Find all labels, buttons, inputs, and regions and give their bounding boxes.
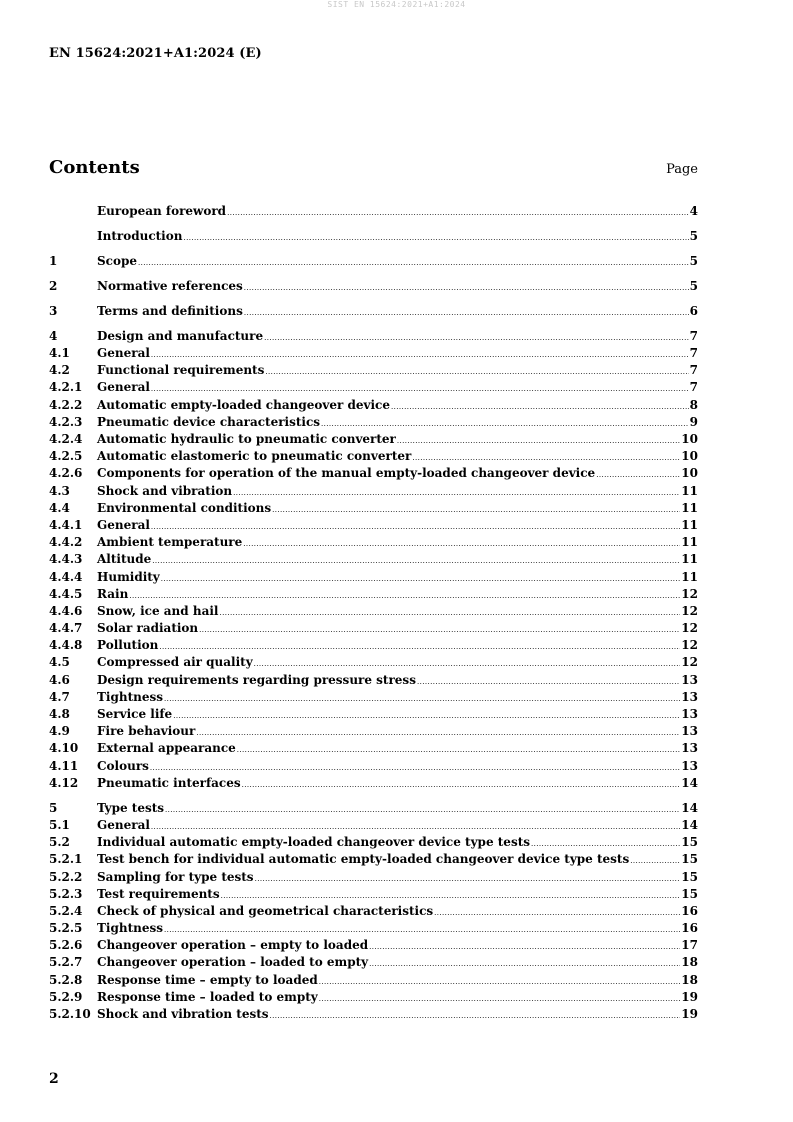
watermark: SIST EN 15624:2021+A1:2024 <box>327 0 466 9</box>
toc-entry-page: 13 <box>681 672 698 687</box>
toc-dot-leader <box>319 972 681 989</box>
toc-entry-page: 7 <box>689 346 698 361</box>
toc-entry-title: Colours <box>97 758 149 773</box>
toc-entry-number: 1 <box>49 253 58 268</box>
toc-dot-leader <box>233 483 680 500</box>
toc-entry[interactable] <box>49 1006 698 1023</box>
toc-entry-page: 12 <box>681 603 698 618</box>
toc-entry-page: 7 <box>689 380 698 395</box>
toc-entry-number: 5.2.10 <box>49 1007 91 1022</box>
toc-entry[interactable] <box>49 551 698 568</box>
toc-entry-page: 13 <box>681 689 698 704</box>
toc-entry[interactable] <box>49 954 698 971</box>
toc-entry[interactable] <box>49 500 698 517</box>
toc-entry[interactable] <box>49 586 698 603</box>
toc-dot-leader <box>417 672 680 689</box>
toc-entry-page: 5 <box>689 278 698 293</box>
toc-entry-number: 4.4 <box>49 500 70 515</box>
toc-entry-page: 15 <box>681 835 698 850</box>
toc-entry-page: 9 <box>689 414 698 429</box>
toc-entry-title: Components for operation of the manual empty-loaded changeover device <box>97 466 596 481</box>
toc-entry-page: 7 <box>689 363 698 378</box>
toc-dot-leader <box>254 654 681 671</box>
toc-dot-leader <box>159 637 680 654</box>
toc-dot-leader <box>244 278 689 295</box>
toc-entry-number: 2 <box>49 278 58 293</box>
toc-entry[interactable] <box>49 253 698 270</box>
toc-entry-page: 14 <box>681 817 698 832</box>
toc-entry-title: Design and manufacture <box>97 328 264 343</box>
toc-entry-number: 4.10 <box>49 741 79 756</box>
toc-entry-title: Response time – empty to loaded <box>97 972 318 987</box>
toc-entry-title: Pneumatic interfaces <box>97 775 241 790</box>
toc-entry[interactable] <box>49 379 698 396</box>
toc-entry-page: 11 <box>681 500 698 515</box>
toc-entry-number: 4.4.5 <box>49 586 83 601</box>
toc-entry[interactable] <box>49 431 698 448</box>
toc-dot-leader <box>319 989 681 1006</box>
document-id: EN 15624:2021+A1:2024 (E) <box>49 46 262 61</box>
toc-entry-page: 13 <box>681 724 698 739</box>
toc-dot-leader <box>151 345 689 362</box>
toc-dot-leader <box>369 954 680 971</box>
toc-entry-title: Automatic elastomeric to pneumatic converter <box>97 449 412 464</box>
toc-entry-title: Shock and vibration <box>97 483 233 498</box>
toc-entry[interactable] <box>49 723 698 740</box>
toc-entry-page: 12 <box>681 621 698 636</box>
toc-entry-page: 16 <box>681 921 698 936</box>
toc-entry-page: 8 <box>689 397 698 412</box>
toc-entry-title: Automatic hydraulic to pneumatic converter <box>97 432 396 447</box>
toc-entry-page: 19 <box>681 1007 698 1022</box>
toc-dot-leader <box>531 834 680 851</box>
toc-entry[interactable] <box>49 706 698 723</box>
toc-entry-title: General <box>97 517 150 532</box>
toc-dot-leader <box>173 706 680 723</box>
toc-entry-number: 5.2.4 <box>49 903 83 918</box>
toc-dot-leader <box>161 569 681 586</box>
toc-entry[interactable] <box>49 517 698 534</box>
toc-dot-leader <box>221 886 681 903</box>
toc-entry-number: 5.2.7 <box>49 955 83 970</box>
toc-entry[interactable] <box>49 689 698 706</box>
page-column-label: Page <box>666 162 698 177</box>
toc-entry[interactable] <box>49 920 698 937</box>
toc-dot-leader <box>165 800 680 817</box>
toc-entry-page: 11 <box>681 535 698 550</box>
toc-dot-leader <box>152 551 680 568</box>
toc-entry-title: Automatic empty-loaded changeover device <box>97 397 390 412</box>
toc-entry[interactable] <box>49 740 698 757</box>
toc-entry-page: 14 <box>681 800 698 815</box>
toc-entry[interactable] <box>49 869 698 886</box>
toc-dot-leader <box>151 379 689 396</box>
toc-entry-page: 13 <box>681 707 698 722</box>
toc-entry-page: 10 <box>681 432 698 447</box>
toc-entry[interactable] <box>49 775 698 792</box>
toc-entry-page: 11 <box>681 483 698 498</box>
toc-entry-page: 12 <box>681 655 698 670</box>
toc-entry-page: 4 <box>689 204 698 218</box>
toc-entry-page: 10 <box>681 466 698 481</box>
toc-entry-page: 15 <box>681 869 698 884</box>
toc-entry-page: 6 <box>689 303 698 318</box>
toc-entry-title: Environmental conditions <box>97 500 272 515</box>
toc-entry-number: 4.2.4 <box>49 432 83 447</box>
toc-dot-leader <box>391 397 689 414</box>
toc-entry-page: 19 <box>681 989 698 1004</box>
page-number: 2 <box>49 1071 59 1087</box>
toc-entry[interactable] <box>49 328 698 345</box>
toc-entry-title: General <box>97 346 150 361</box>
toc-entry-title: Fire behaviour <box>97 724 196 739</box>
toc-dot-leader <box>596 465 680 482</box>
toc-entry-title: Sampling for type tests <box>97 869 254 884</box>
toc-dot-leader <box>630 851 680 868</box>
toc-entry[interactable] <box>49 278 698 295</box>
toc-entry-number: 4.8 <box>49 707 70 722</box>
toc-dot-leader <box>255 869 681 886</box>
toc-entry[interactable] <box>49 603 698 620</box>
toc-entry-title: Tightness <box>97 689 164 704</box>
toc-dot-leader <box>397 431 680 448</box>
toc-entry-number: 4 <box>49 328 58 343</box>
toc-entry-title: General <box>97 817 150 832</box>
toc-dot-leader <box>237 740 681 757</box>
toc-entry[interactable] <box>49 465 698 482</box>
toc-entry-title: Altitude <box>97 552 152 567</box>
toc-dot-leader <box>242 775 681 792</box>
toc-entry-title: Individual automatic empty-loaded changeover device type tests <box>97 835 530 850</box>
toc-entry-title: Introduction <box>97 228 183 243</box>
toc-entry-page: 14 <box>681 775 698 790</box>
toc-entry-page: 15 <box>681 886 698 901</box>
toc-dot-leader <box>264 328 689 345</box>
toc-entry[interactable] <box>49 800 698 817</box>
toc-entry[interactable] <box>49 851 698 868</box>
toc-entry-number: 5.2.9 <box>49 989 83 1004</box>
toc-entry-title: Service life <box>97 707 173 722</box>
toc-entry-title: Check of physical and geometrical characteristics <box>97 903 434 918</box>
toc-entry-title: Terms and definitions <box>97 303 243 318</box>
toc-entry-number: 4.4.7 <box>49 621 83 636</box>
toc-entry-title: Solar radiation <box>97 621 199 636</box>
toc-entry-number: 5.2 <box>49 835 70 850</box>
toc-entry-number: 5.2.2 <box>49 869 83 884</box>
toc-entry[interactable] <box>49 203 698 220</box>
toc-dot-leader <box>129 586 680 603</box>
toc-entry-number: 4.9 <box>49 724 70 739</box>
toc-dot-leader <box>151 817 680 834</box>
toc-entry-number: 4.3 <box>49 483 70 498</box>
toc-entry-number: 4.11 <box>49 758 79 773</box>
toc-entry-title: Changeover operation – loaded to empty <box>97 955 369 970</box>
toc-entry-number: 4.4.4 <box>49 569 83 584</box>
toc-entry-page: 13 <box>681 758 698 773</box>
toc-entry-number: 5.2.1 <box>49 852 83 867</box>
toc-dot-leader <box>164 689 680 706</box>
toc-entry-number: 4.1 <box>49 346 70 361</box>
toc-entry-title: Compressed air quality <box>97 655 253 670</box>
toc-entry[interactable] <box>49 989 698 1006</box>
toc-entry-title: Tightness <box>97 921 164 936</box>
toc-entry-title: External appearance <box>97 741 236 756</box>
toc-entry-page: 10 <box>681 449 698 464</box>
toc-entry-page: 11 <box>681 569 698 584</box>
toc-entry-title: Normative references <box>97 278 243 293</box>
toc-entry-number: 4.4.1 <box>49 517 83 532</box>
toc-entry-title: Changeover operation – empty to loaded <box>97 938 369 953</box>
toc-entry[interactable] <box>49 937 698 954</box>
toc-entry-page: 11 <box>681 517 698 532</box>
toc-entry[interactable] <box>49 569 698 586</box>
toc-entry-title: Test requirements <box>97 886 220 901</box>
toc-entry-number: 4.2.6 <box>49 466 83 481</box>
toc-entry-page: 7 <box>689 328 698 343</box>
toc-entry-number: 3 <box>49 303 58 318</box>
toc-entry-page: 18 <box>681 972 698 987</box>
toc-entry-page: 17 <box>681 938 698 953</box>
toc-entry-title: Pollution <box>97 638 159 653</box>
toc-entry-page: 12 <box>681 586 698 601</box>
toc-entry-title: Snow, ice and hail <box>97 603 219 618</box>
toc-entry-page: 5 <box>689 253 698 268</box>
toc-dot-leader <box>244 303 689 320</box>
contents-heading: Contents <box>49 157 140 178</box>
toc-dot-leader <box>227 203 689 220</box>
toc-entry-number: 4.2.1 <box>49 380 83 395</box>
toc-entry[interactable] <box>49 397 698 414</box>
toc-entry[interactable] <box>49 654 698 671</box>
toc-entry[interactable] <box>49 534 698 551</box>
toc-entry-number: 5.1 <box>49 817 70 832</box>
toc-entry-number: 4.12 <box>49 775 79 790</box>
toc-entry[interactable] <box>49 834 698 851</box>
toc-entry-number: 5 <box>49 800 58 815</box>
toc-entry-page: 16 <box>681 903 698 918</box>
toc-entry-title: Design requirements regarding pressure stress <box>97 672 416 687</box>
toc-entry[interactable] <box>49 637 698 654</box>
toc-entry-number: 5.2.5 <box>49 921 83 936</box>
toc-entry[interactable] <box>49 972 698 989</box>
toc-entry-number: 4.4.2 <box>49 535 83 550</box>
toc-entry-title: Pneumatic device characteristics <box>97 414 321 429</box>
toc-entry[interactable] <box>49 817 698 834</box>
toc-dot-leader <box>150 758 680 775</box>
toc-dot-leader <box>369 937 680 954</box>
toc-entry[interactable] <box>49 448 698 465</box>
toc-entry-page: 11 <box>681 552 698 567</box>
toc-entry-number: 4.2.2 <box>49 397 83 412</box>
toc-entry[interactable] <box>49 303 698 320</box>
toc-dot-leader <box>434 903 680 920</box>
toc-entry[interactable] <box>49 620 698 637</box>
toc-entry-title: Test bench for individual automatic empty-loaded changeover device type tests <box>97 852 630 867</box>
toc-entry-title: Functional requirements <box>97 363 265 378</box>
toc-entry-number: 4.4.6 <box>49 603 83 618</box>
toc-entry[interactable] <box>49 228 698 245</box>
toc-dot-leader <box>138 253 689 270</box>
toc-entry-number: 5.2.8 <box>49 972 83 987</box>
toc-entry-number: 4.5 <box>49 655 70 670</box>
toc-dot-leader <box>196 723 680 740</box>
toc-entry-page: 12 <box>681 638 698 653</box>
toc-entry[interactable] <box>49 758 698 775</box>
toc-entry-number: 4.2.3 <box>49 414 83 429</box>
toc-dot-leader <box>164 920 680 937</box>
toc-entry-number: 4.7 <box>49 689 70 704</box>
toc-dot-leader <box>183 228 688 245</box>
toc-entry-title: General <box>97 380 150 395</box>
toc-dot-leader <box>199 620 680 637</box>
toc-entry-title: Type tests <box>97 800 165 815</box>
toc-entry-title: European foreword <box>97 204 227 218</box>
toc-dot-leader <box>151 517 680 534</box>
toc-entry[interactable] <box>49 886 698 903</box>
toc-entry-number: 4.6 <box>49 672 70 687</box>
toc-entry-page: 13 <box>681 741 698 756</box>
toc-entry[interactable] <box>49 414 698 431</box>
toc-dot-leader <box>412 448 680 465</box>
toc-entry-number: 4.2.5 <box>49 449 83 464</box>
toc-entry-number: 4.4.3 <box>49 552 83 567</box>
toc-entry-title: Rain <box>97 586 129 601</box>
toc-entry-number: 5.2.6 <box>49 938 83 953</box>
toc-dot-leader <box>243 534 680 551</box>
toc-dot-leader <box>219 603 680 620</box>
toc-entry-title: Shock and vibration tests <box>97 1007 269 1022</box>
toc-entry-page: 5 <box>689 228 698 243</box>
toc-entry[interactable] <box>49 672 698 689</box>
toc-entry[interactable] <box>49 903 698 920</box>
toc-entry-page: 18 <box>681 955 698 970</box>
toc-entry[interactable] <box>49 345 698 362</box>
toc-entry-title: Scope <box>97 253 138 268</box>
toc-dot-leader <box>321 414 689 431</box>
toc-entry-title: Ambient temperature <box>97 535 243 550</box>
toc-dot-leader <box>272 500 680 517</box>
toc-entry[interactable] <box>49 483 698 500</box>
toc-entry-number: 4.2 <box>49 363 70 378</box>
toc-entry-title: Humidity <box>97 569 160 584</box>
toc-entry[interactable] <box>49 362 698 379</box>
table-of-contents <box>49 203 698 1023</box>
toc-entry-number: 5.2.3 <box>49 886 83 901</box>
toc-dot-leader <box>270 1006 681 1023</box>
toc-entry-number: 4.4.8 <box>49 638 83 653</box>
toc-entry-page: 15 <box>681 852 698 867</box>
toc-dot-leader <box>265 362 688 379</box>
toc-entry-title: Response time – loaded to empty <box>97 989 318 1004</box>
